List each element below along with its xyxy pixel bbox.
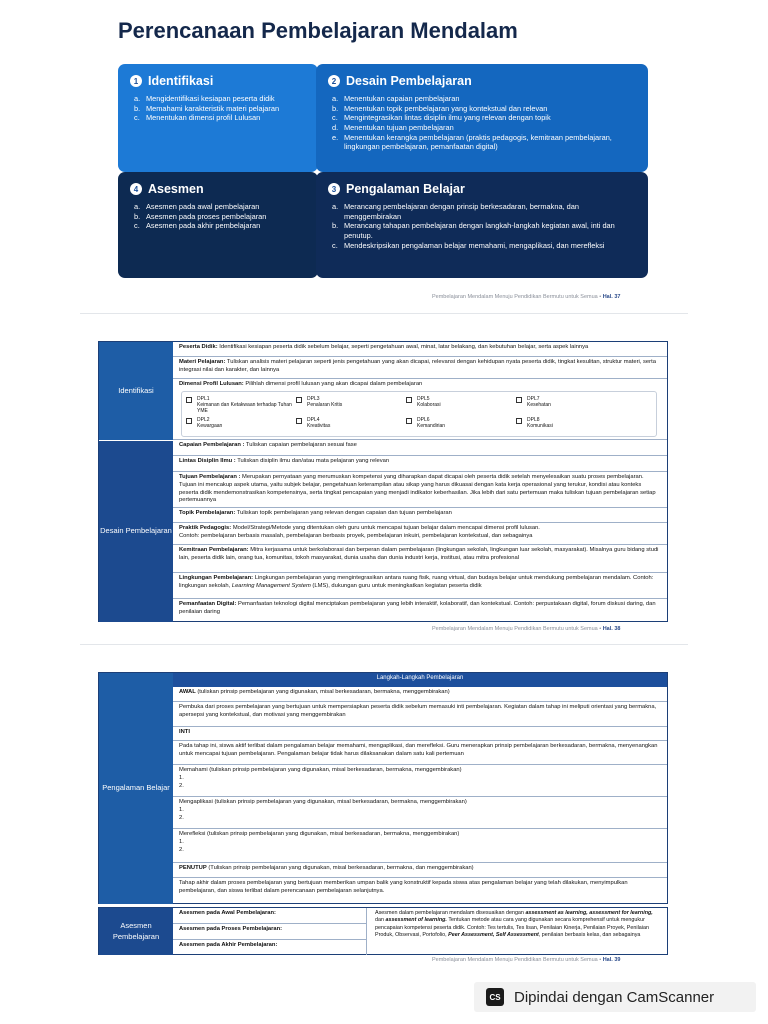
asesmen-table (98, 907, 668, 955)
page-title: Perencanaan Pembelajaran Mendalam (118, 18, 518, 43)
quadrant-identifikasi (118, 64, 318, 172)
page-footer: Pembelajaran Mendalam Menuju Pendidikan Bermutu untuk Semua • Hal. 39 (432, 957, 621, 963)
quadrant-title: Asesmen (148, 182, 204, 196)
checkbox[interactable] (516, 418, 522, 424)
table-row: Materi Pelajaran: Tuliskan analisis materi pelajaran seperti jenis pengetahuan yang akan dicapai, relevansi dengan kehidupan nyata peserta didik, tingkat kesulitan, struktur materi, serta integrasi nilai dan karakter, dan lainnya (173, 357, 667, 379)
table-row: Asesmen pada Proses Pembelajaran: (173, 924, 367, 940)
checkbox[interactable] (186, 397, 192, 403)
list-item: Merancang pembelajaran dengan prinsip berkesadaran, bermakna, dan menggembirakan (344, 202, 580, 221)
quadrant-title: Pengalaman Belajar (346, 182, 465, 196)
table-row: Pembuka dari proses pembelajaran yang bertujuan untuk mempersiapkan peserta didik sebelum memasuki inti pembelajaran. Kegiatan dalam tahap ini meliputi orientasi yang bermakna, apersepsi yang kontekstual, dan motivasi yang menggembirakan (173, 702, 667, 727)
checkbox[interactable] (406, 397, 412, 403)
dpl-option[interactable]: DPL1 Keimanan dan Ketakwaan terhadap Tuhan YME (186, 396, 296, 414)
quadrant-list: a. Asesmen pada awal pembelajaran b. Asesmen pada proses pembelajaran c. Asesmen pada akhir pembelajaran (134, 202, 267, 231)
planning-grid (118, 64, 648, 278)
page-footer: Pembelajaran Mendalam Menuju Pendidikan Bermutu untuk Semua • Hal. 38 (432, 626, 621, 632)
dpl-option[interactable]: DPL6 Kemandirian (406, 417, 506, 429)
identifikasi-desain-table (98, 341, 668, 622)
quadrant-title: Desain Pembelajaran (346, 74, 472, 88)
list-item: Menentukan kerangka pembelajaran (praktis pedagogis, kemitraan pembelajaran, lingkungan pembelajaran, pemanfaatan digital) (344, 132, 612, 152)
quadrant-pengalaman (316, 172, 648, 278)
list-item: Asesmen pada awal pembelajaran (146, 202, 260, 211)
table-header: Langkah-Langkah Pembelajaran (173, 673, 667, 687)
quadrant-list: a. Merancang pembelajaran dengan prinsip berkesadaran, bermakna, dan menggembirakan b. Merancang tahapan pembelajaran dengan langkah-langkah kegiatan awal, inti dan penutup. c. Mendeskripsikan pengalaman belajar memahami, mengaplikasi, dan merefleksi (328, 202, 636, 250)
checkbox[interactable] (186, 418, 192, 424)
page-divider (80, 644, 688, 645)
table-row-profil: Dimensi Profil Lulusan: Pilihlah dimensi profil lulusan yang akan dicapai dalam pembelajaran DPL1 Keimanan dan Ketakwaan terhadap Tuhan YME DPL3 Penalaran Kritis DPL5 Kolaborasi DPL7 Kesehatan DPL2 Kewargaan DPL4 Kreativitas DPL6 Kemandirian DPL8 Komunikasi (173, 379, 667, 440)
watermark-text: Dipindai dengan CamScanner (514, 988, 715, 1006)
camscanner-watermark (474, 982, 756, 1012)
list-item: Memahami karakteristik materi pelajaran (146, 103, 280, 113)
page-divider (80, 313, 688, 314)
list-item: Mendeskripsikan pengalaman belajar memahami, mengaplikasi, dan merefleksi (344, 240, 605, 250)
table-row: Asesmen pada Akhir Pembelajaran: (173, 940, 367, 955)
list-item: Asesmen pada akhir pembelajaran (146, 221, 261, 231)
checkbox[interactable] (296, 418, 302, 424)
table-row: Asesmen pada Awal Pembelajaran: (173, 908, 367, 924)
table-row: Mengaplikasi (tuliskan prinsip pembelajaran yang digunakan, misal berkesadaran, bermakna, menggembirakan) 1. 2. (173, 797, 667, 829)
table-row: PENUTUP (Tuliskan prinsip pembelajaran yang digunakan, misal berkesadaran, bermakna, dan menggembirakan) (173, 863, 667, 878)
camscanner-logo-icon: CS (486, 988, 504, 1006)
row-header-asesmen: Asesmen Pembelajaran (99, 908, 173, 955)
checkbox[interactable] (406, 418, 412, 424)
table-row: Pemanfaatan Digital: Pemanfaatan teknologi digital menciptakan pembelajaran yang lebih interaktif, kolaboratif, dan kontekstual. Contoh: perpustakaan digital, forum diskusi daring, dan penilaian daring (179, 601, 656, 615)
quadrant-desain (316, 64, 648, 172)
quadrant-list: a. Menentukan capaian pembelajaran b. Menentukan topik pembelajaran yang kontekstual dan relevan c. Mengintegrasikan lintas disiplin ilmu yang relevan dengan topik d. Menentukan tujuan pembelajaran e. Menentukan kerangka pembelajaran (praktis pedagogis, kemitraan pembelajaran, lingkungan pembelajaran, pemanfaatan digital) (328, 94, 636, 152)
pengalaman-belajar-table (98, 672, 668, 904)
table-row: Pada tahap ini, siswa aktif terlibat dalam pengalaman belajar memahami, mengaplikasi, dan merefleksi. Guru menerapkan prinsip pembelajaran berkesadaran, bermakna, menyenangkan untuk mencapai tujuan pembelajaran. Pengalaman belajar tidak harus dilaksanakan dalam satu kali pertemuan (173, 741, 667, 765)
dpl-option[interactable]: DPL5 Kolaborasi (406, 396, 506, 408)
table-row: Capaian Pembelajaran : Tuliskan capaian pembelajaran sesuai fase (173, 440, 667, 456)
table-row: Merefleksi (tuliskan prinsip pembelajaran yang digunakan, misal berkesadaran, bermakna, menggembirakan) 1. 2. (173, 829, 667, 863)
table-row: INTI (173, 727, 667, 741)
dpl-option[interactable]: DPL4 Kreativitas (296, 417, 396, 429)
table-row: Kemitraan Pembelajaran: Mitra kerjasama untuk berkolaborasi dan berperan dalam pembelajaran (lingkungan sekolah, lingkungan luar sekolah, masyarakat). Misalnya guru bidang studi lain, peserta didik lain, orang tua, komunitas, tokoh masyarakat, dunia usaha dan dunia industri kerja, institusi, atau mitra profesional (173, 545, 667, 573)
table-row: Lintas Disiplin Ilmu : Tuliskan disiplin ilmu dan/atau mata pelajaran yang relevan (173, 456, 667, 472)
dpl-option[interactable]: DPL2 Kewargaan (186, 417, 296, 429)
number-badge: 4 (130, 183, 142, 195)
checkbox[interactable] (296, 397, 302, 403)
asesmen-description: Asesmen dalam pembelajaran mendalam disesuaikan dengan assessment as learning, assessment for learning, dan assessment of learning. Tentukan metode atau cara yang digunakan secara komprehensif untuk mengukur pencapaian kompetensi peserta didik. Contoh: Tes tertulis, Tes lisan, Penilaian Kinerja, Penilaian Proyek, Penilaian Produk, Observasi, Portofolio, Peer Assessment, Self Assessment, penilaian berbasis kelas, dan sebagainya (375, 910, 653, 938)
table-row: Praktik Pedagogis: Model/Strategi/Metode yang ditentukan oleh guru untuk mencapai tujuan belajar dalam mencapai dimensi profil lulusan. Contoh: pembelajaran berbasis masalah, pembelajaran berbasis proyek, pembelajaran inkuiri, pembelajaran kontekstual, dan sebagainya (173, 523, 667, 545)
row-header-identifikasi: Identifikasi (99, 342, 173, 440)
quadrant-list: a. Mengidentifikasi kesiapan peserta didik b. Memahami karakteristik materi pelajaran c. Menentukan dimensi profil Lulusan (134, 94, 280, 123)
table-row: AWAL (tuliskan prinsip pembelajaran yang digunakan, misal berkesadaran, bermakna, menggembirakan) (173, 687, 667, 702)
table-row: Tujuan Pembelajaran : Merupakan pernyataan yang merumuskan kompetensi yang diharapkan dapat dicapai oleh peserta didik setelah menyelesaikan suatu proses pembelajaran. Tujuan ini mencakup aspek utama, yaitu subjek belajar, pengetahuan keterampilan atau sikap yang harus dikuasai dengan kata kerja operasional yang terukur, kondisi atau konteks peserta didik mendemonstrasikan kompetensinya, serta tingkat pencapaian yang menjadi indikator keberhasilan. Jika lebih dari satu pertemuan maka tuliskan tujuan pembelajaran setiap pertemuannya (173, 472, 667, 508)
table-row: Peserta Didik: Identifikasi kesiapan peserta didik sebelum belajar, seperti pengetahuan awal, minat, latar belakang, dan kebutuhan belajar, serta aspek lainnya (173, 342, 667, 357)
list-item: Mengintegrasikan lintas disiplin ilmu yang relevan dengan topik (344, 113, 551, 123)
row-header-desain: Desain Pembelajaran (99, 440, 173, 622)
quadrant-title: Identifikasi (148, 74, 214, 88)
dpl-option[interactable]: DPL3 Penalaran Kritis (296, 396, 396, 408)
row-header-pengalaman: Pengalaman Belajar (99, 673, 173, 904)
table-row: Memahami (tuliskan prinsip pembelajaran yang digunakan, misal berkesadaran, bermakna, menggembirakan) 1. 2. (173, 765, 667, 797)
dpl-option[interactable]: DPL8 Komunikasi (516, 417, 616, 429)
table-row: Tahap akhir dalam proses pembelajaran yang bertujuan memberikan umpan balik yang konstruktif kepada siswa atas pengalaman belajar yang telah dilakukan, menyimpulkan pembelajaran, dan siswa terlibat dalam perencanaan pembelajaran selanjutnya. (179, 880, 628, 894)
number-badge: 3 (328, 183, 340, 195)
number-badge: 1 (130, 75, 142, 87)
list-item: Menentukan capaian pembelajaran (344, 94, 460, 103)
quadrant-asesmen (118, 172, 318, 278)
list-item: Mengidentifikasi kesiapan peserta didik (146, 94, 275, 103)
list-item: Asesmen pada proses pembelajaran (146, 211, 267, 221)
list-item: Merancang tahapan pembelajaran dengan langkah-langkah kegiatan awal, inti dan penutup. (344, 221, 615, 240)
number-badge: 2 (328, 75, 340, 87)
dpl-option[interactable]: DPL7 Kesehatan (516, 396, 616, 408)
checkbox[interactable] (516, 397, 522, 403)
table-row: Topik Pembelajaran: Tuliskan topik pembelajaran yang relevan dengan capaian dan tujuan pembelajaran (173, 508, 667, 523)
list-item: Menentukan topik pembelajaran yang kontekstual dan relevan (344, 103, 548, 113)
page-footer: Pembelajaran Mendalam Menuju Pendidikan Bermutu untuk Semua • Hal. 37 (432, 294, 621, 300)
list-item: Menentukan tujuan pembelajaran (344, 122, 454, 132)
table-row: Lingkungan Pembelajaran: Lingkungan pembelajaran yang mengintegrasikan antara ruang fisik, ruang virtual, dan budaya belajar untuk mendukung pembelajaran mendalam. Contoh: lingkungan sekolah, Learning Management System (LMS), dukungan guru untuk meningkatkan kegiatan peserta didik (173, 573, 667, 599)
list-item: Menentukan dimensi profil Lulusan (146, 113, 261, 123)
dpl-checkbox-panel (181, 391, 657, 437)
